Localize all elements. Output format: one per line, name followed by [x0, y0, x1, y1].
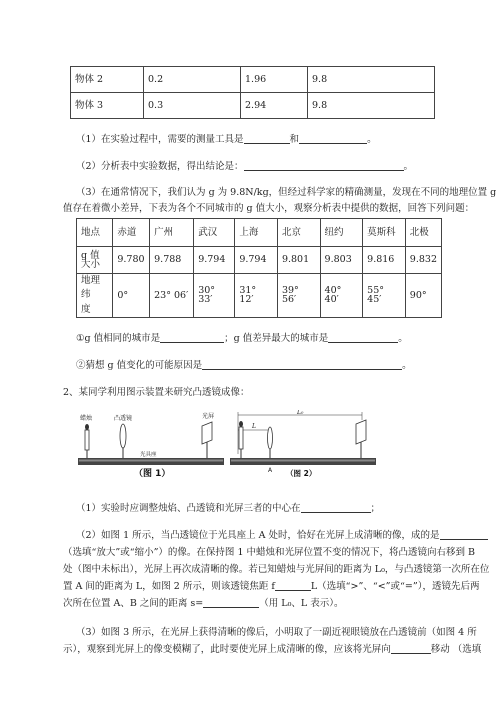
question-text: 。 [367, 134, 377, 145]
answer-blank[interactable] [391, 643, 431, 654]
question-text: ；g 值差异最大的城市是 [224, 333, 329, 344]
table-cell: 1.96 [241, 67, 308, 93]
answer-blank[interactable] [160, 332, 224, 343]
table-header-cell: 武汉 [194, 219, 235, 247]
screen-icon [356, 420, 366, 458]
table-row [77, 247, 442, 274]
figure-1 [78, 410, 226, 478]
table-header-cell: 广州 [150, 219, 194, 247]
problem-2-question-3-line-1: （3）如图 3 所示，在光屏上获得清晰的像后，小明取了一副近视眼镜放在凸透镜前（如图 4 所 [76, 627, 477, 638]
question-3-line-1: （3）在通常情况下，我们认为 g 为 9.8N/kg，但经过科学家的精确测量，发现在不同的地理位置 g [76, 187, 497, 198]
lat-label-1: 地理纬 [81, 275, 101, 301]
table-cell: 40° 40′ [320, 274, 363, 318]
answer-blank[interactable] [275, 580, 311, 591]
table-cell: g 值大小 [77, 247, 113, 274]
candle-label: 蜡烛 [80, 415, 93, 422]
table-cell: 物体 2 [71, 67, 144, 93]
table-header-cell: 纽约 [320, 219, 363, 247]
table-header-cell: 北极 [405, 219, 441, 247]
question-text: （1）实验时应调整烛焰、凸透镜和光屏三者的中心在 [76, 503, 301, 514]
point-a-label: A [268, 467, 273, 474]
question-text: （1）在实验过程中，需要的测量工具是 [76, 134, 244, 145]
question-text: 示），观察到光屏上的像变模糊了，此时要使光屏上成清晰的像，应该将光屏向 [63, 644, 391, 655]
question-text: （用 L₀、L 表示）。 [259, 598, 344, 609]
problem-2-question-3-line-2 [63, 641, 481, 655]
table-row [71, 67, 435, 93]
l-label: L [252, 423, 256, 430]
question-text: 次所在位置 A、B 之间的距离 s= [63, 598, 204, 609]
answer-blank[interactable] [202, 359, 402, 370]
question-text: 和 [289, 134, 300, 145]
table-cell: 39° 56′ [277, 274, 320, 318]
table-cell: 9.816 [363, 247, 406, 274]
question-text: 。 [403, 161, 414, 172]
table-cell: 9.8 [308, 93, 435, 119]
candle-icon [239, 421, 243, 458]
question-text: （2）如图 1 所示，当凸透镜位于光具座上 A 处时，恰好在光屏上成清晰的像，成的是 [76, 530, 440, 541]
screen-label: 光屏 [202, 413, 215, 420]
convex-lens-icon [268, 427, 273, 458]
problem-2-question-2-line-3: 处（图中未标出），光屏上再次成清晰的像。若已知蜡烛与光屏间的距离为 L₀，与凸透镜第一次所在位 [63, 564, 490, 575]
table-cell: 9.794 [194, 247, 235, 274]
answer-blank[interactable] [203, 597, 259, 608]
question-3-sub-2 [76, 357, 412, 371]
problem-2-question-2-line-5 [63, 595, 343, 609]
table-header-cell: 北京 [277, 219, 320, 247]
table-header-cell: 赤道 [113, 219, 150, 247]
problem-2-question-1 [76, 500, 380, 514]
table-header-cell: 上海 [235, 219, 278, 247]
table-cell: 9.794 [235, 247, 278, 274]
mass-weight-table [70, 66, 435, 119]
convex-lens-icon [120, 424, 126, 458]
question-3-sub-1 [76, 330, 408, 344]
candle-icon [85, 424, 89, 458]
problem-2-question-2-line-2: （选填“放大”或“缩小”）的像。在保持图 1 中蜡烛和光屏位置不变的情况下，将凸透镜向右移到 B [63, 547, 476, 558]
l0-label: L₀ [297, 410, 304, 416]
table-cell: 90° [405, 274, 441, 318]
table-cell: 55° 45′ [363, 274, 406, 318]
table-cell: 9.832 [405, 247, 441, 274]
table-cell: 9.803 [320, 247, 363, 274]
optical-bench-track [231, 460, 375, 462]
table-header-cell: 地点 [77, 219, 113, 247]
lens-label: 凸透镜 [114, 415, 133, 422]
table-cell: 物体 3 [71, 93, 144, 119]
table-cell: 2.94 [241, 93, 308, 119]
screen-icon [202, 422, 212, 458]
problem-2-title: 2、某同学利用图示装置来研究凸透镜成像： [63, 387, 250, 398]
table-cell [77, 274, 113, 318]
question-text: ②猜想 g 值变化的可能原因是 [76, 360, 203, 371]
table-row [71, 93, 435, 119]
figure-2 [230, 410, 378, 478]
question-text: L（选填“>”、“<”或“=”），透镜先后两 [310, 581, 480, 592]
table-cell: 9.788 [150, 247, 194, 274]
figure-1-caption: （图 1） [134, 469, 171, 478]
table-cell: 31° 12′ [235, 274, 278, 318]
table-row [77, 219, 442, 247]
question-text: 。 [402, 360, 412, 371]
question-3-line-2: 值存在着微小差异，下表为各个不同城市的 g 值大小，观察分析表中提供的数据，回答下列问题： [63, 203, 475, 214]
table-row [77, 274, 442, 318]
figure-2-caption: （图 2） [286, 469, 317, 478]
problem-2-question-2-line-1 [76, 527, 488, 541]
question-1 [76, 131, 377, 145]
optical-bench-track [79, 460, 223, 462]
answer-blank[interactable] [244, 133, 290, 144]
answer-blank[interactable] [328, 332, 398, 343]
table-cell: 30° 33′ [194, 274, 235, 318]
answer-blank[interactable] [244, 160, 404, 171]
answer-blank[interactable] [299, 133, 367, 144]
question-text: ； [370, 503, 381, 514]
table-cell: 9.801 [277, 247, 320, 274]
answer-blank[interactable] [440, 529, 488, 540]
table-cell: 0° [113, 274, 150, 318]
table-cell: 0.3 [144, 93, 241, 119]
lat-label-2: 度 [81, 303, 91, 315]
g-value-table [76, 218, 442, 318]
table-cell: 9.780 [113, 247, 150, 274]
question-text: 置 A 间的距离为 L，如图 2 所示，则该透镜焦距 f [63, 581, 275, 592]
table-header-cell: 莫斯科 [363, 219, 406, 247]
question-text: 。 [398, 333, 408, 344]
question-text: （2）分析表中实验数据，得出结论是： [76, 161, 244, 172]
question-text: ①g 值相同的城市是 [76, 333, 161, 344]
answer-blank[interactable] [301, 502, 371, 513]
problem-2-question-2-line-4 [63, 578, 479, 592]
question-2 [76, 158, 413, 172]
question-text: 移动 （选填 [430, 644, 482, 655]
table-cell: 9.8 [308, 67, 435, 93]
table-cell: 0.2 [144, 67, 241, 93]
table-cell: 23° 06′ [150, 274, 194, 318]
bench-label: 光具座 [140, 452, 157, 458]
